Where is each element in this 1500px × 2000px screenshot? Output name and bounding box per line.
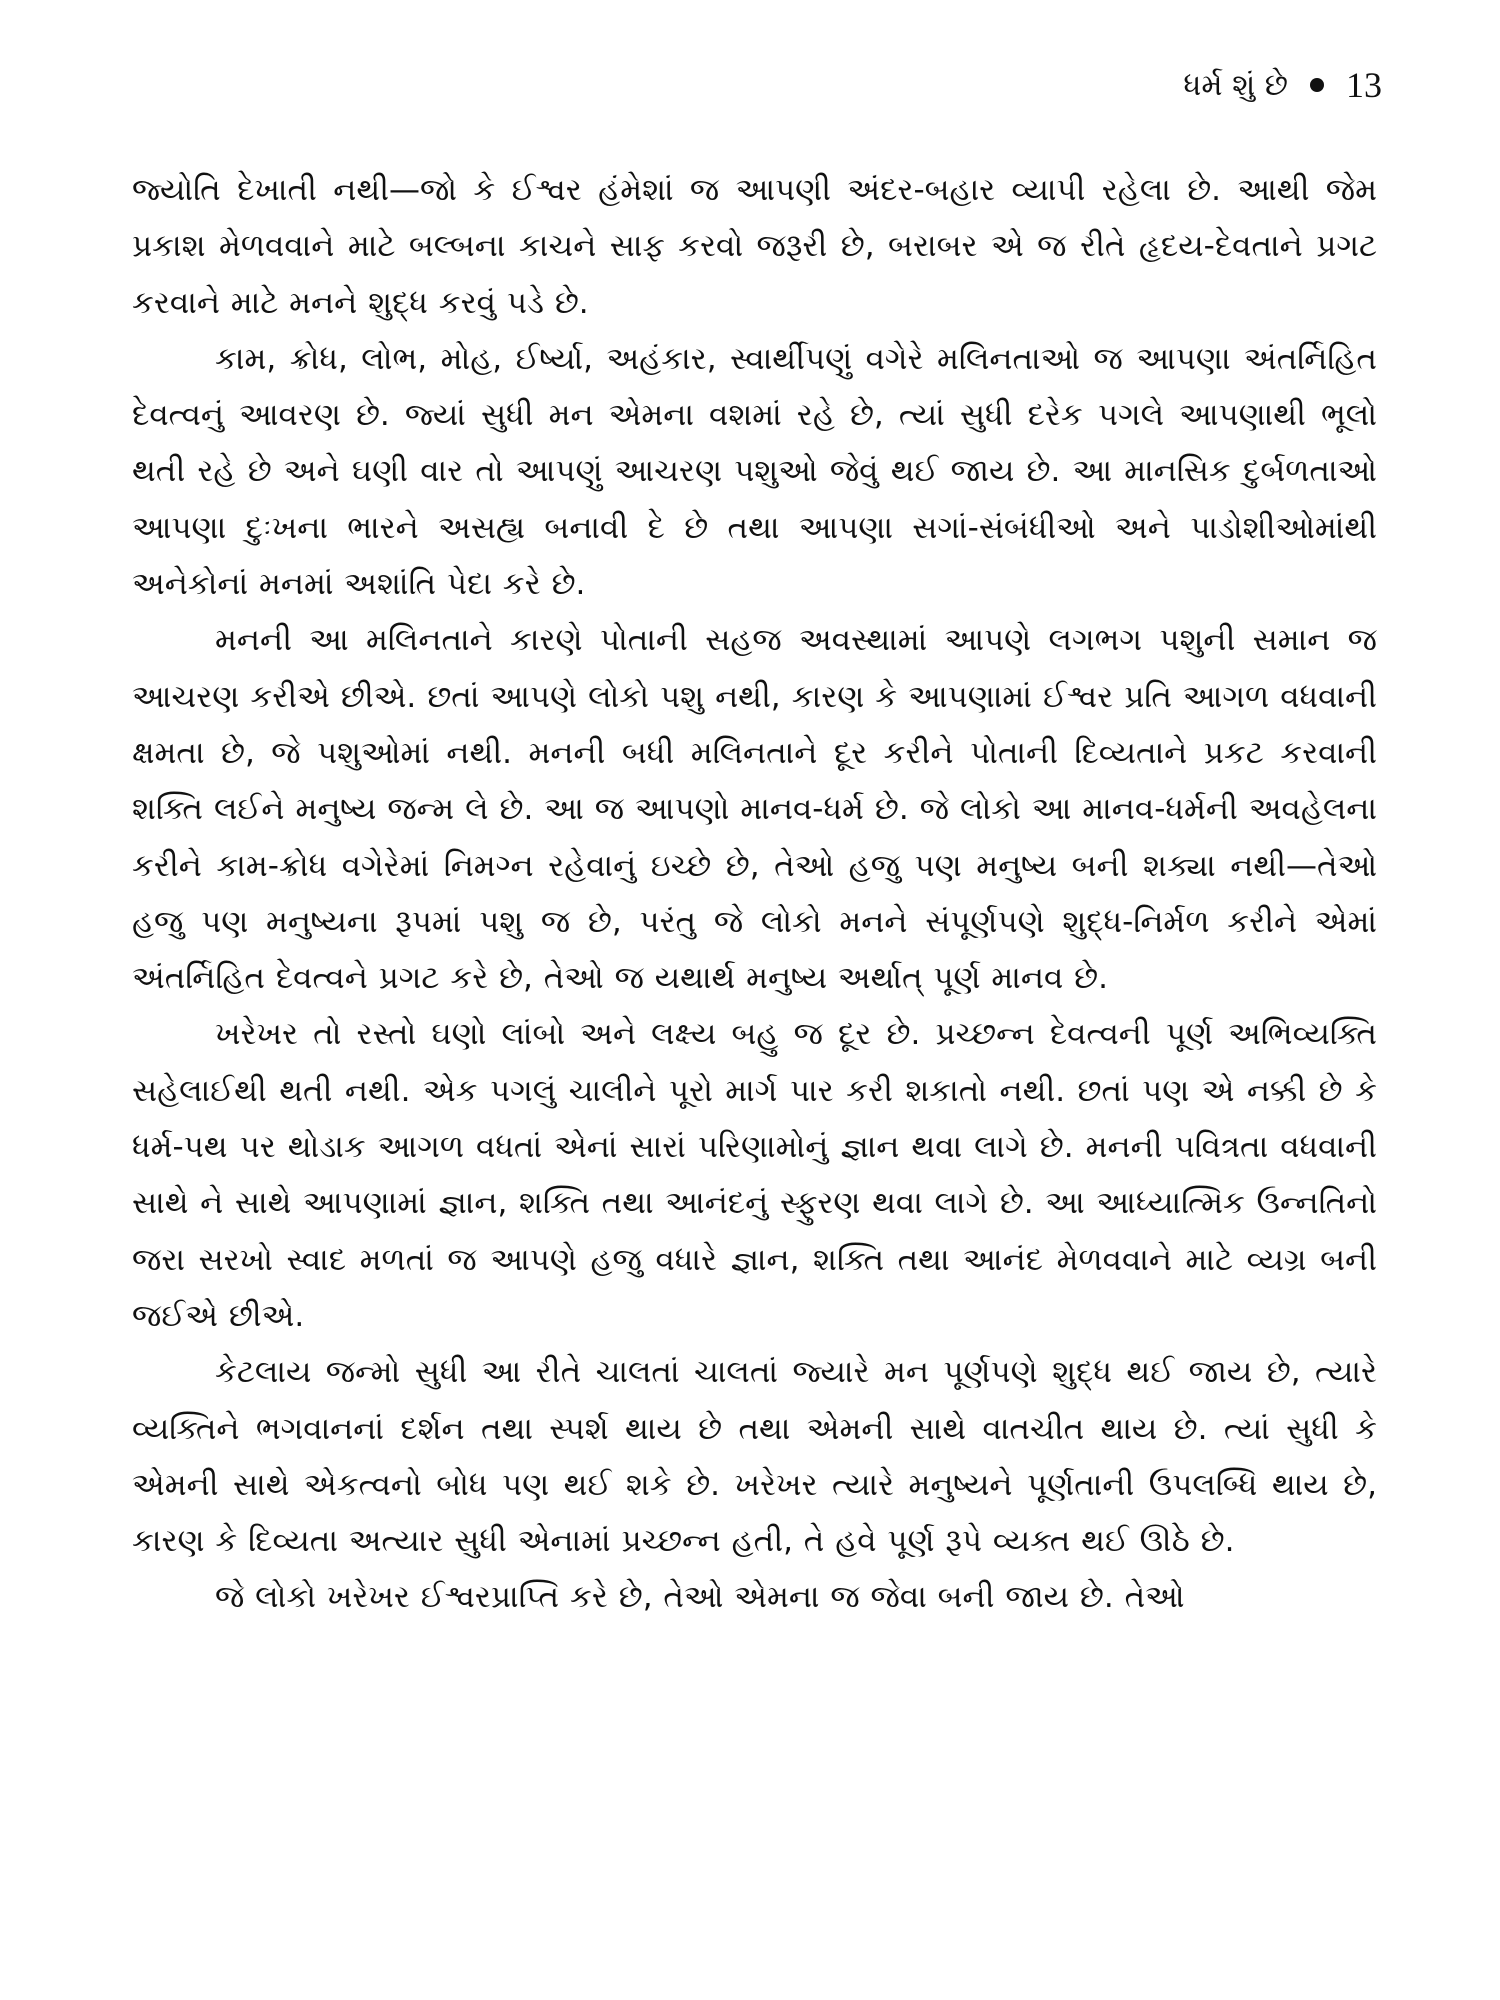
chapter-title: ધર્મ શું છે <box>1183 67 1288 103</box>
paragraph: ખરેખર તો રસ્તો ઘણો લાંબો અને લક્ષ્ય બહુ જ દૂર છે. પ્રચ્છન્ન દેવત્વની પૂર્ણ અભિવ્યક્તિ સહેલાઈથી થતી નથી. એક પગલું ચાલીને પૂરો માર્ગ પાર કરી શકાતો નથી. છતાં પણ એ નક્કી છે કે ધર્મ-પથ પર થોડાક આગળ વધતાં એનાં સારાં પરિણામોનું જ્ઞાન થવા લાગે છે. મનની પવિત્રતા વધવાની સાથે ને સાથે આપણામાં જ્ઞાન, શક્તિ તથા આનંદનું સ્ફુરણ થવા લાગે છે. આ આધ્યાત્મિક ઉન્નતિનો જરા સરખો સ્વાદ મળતાં જ આપણે હજુ વધારે જ્ઞાન, શક્તિ તથા આનંદ મેળવવાને માટે વ્યગ્ર બની જઈએ છીએ. <box>132 1016 1377 1334</box>
body-text <box>132 162 1377 1626</box>
paragraph: જ્યોતિ દેખાતી નથી—જો કે ઈશ્વર હંમેશાં જ આપણી અંદર-બહાર વ્યાપી રહેલા છે. આથી જેમ પ્રકાશ મેળવવાને માટે બલ્બના કાચને સાફ કરવો જરૂરી છે, બરાબર એ જ રીતે હૃદય-દેવતાને પ્રગટ કરવાને માટે મનને શુદ્ધ કરવું પડે છે. <box>132 172 1377 321</box>
paragraph: મનની આ મલિનતાને કારણે પોતાની સહજ અવસ્થામાં આપણે લગભગ પશુની સમાન જ આચરણ કરીએ છીએ. છતાં આપણે લોકો પશુ નથી, કારણ કે આપણામાં ઈશ્વર પ્રતિ આગળ વધવાની ક્ષમતા છે, જે પશુઓમાં નથી. મનની બધી મલિનતાને દૂર કરીને પોતાની દિવ્યતાને પ્રકટ કરવાની શક્તિ લઈને મનુષ્ય જન્મ લે છે. આ જ આપણો માનવ-ધર્મ છે. જે લોકો આ માનવ-ધર્મની અવહેલના કરીને કામ-ક્રોધ વગેરેમાં નિમગ્ન રહેવાનું ઇચ્છે છે, તેઓ હજુ પણ મનુષ્ય બની શક્યા નથી—તેઓ હજુ પણ મનુષ્યના રૂપમાં પશુ જ છે, પરંતુ જે લોકો મનને સંપૂર્ણપણે શુદ્ધ-નિર્મળ કરીને એમાં અંતર્નિહિત દેવત્વને પ્રગટ કરે છે, તેઓ જ યથાર્થ મનુષ્ય અર્થાત્ પૂર્ણ માનવ છે. <box>132 622 1377 997</box>
paragraph: કામ, ક્રોધ, લોભ, મોહ, ઈર્ષ્યા, અહંકાર, સ્વાર્થીપણું વગેરે મલિનતાઓ જ આપણા અંતર્નિહિત દેવત્વનું આવરણ છે. જ્યાં સુધી મન એમના વશમાં રહે છે, ત્યાં સુધી દરેક પગલે આપણાથી ભૂલો થતી રહે છે અને ઘણી વાર તો આપણું આચરણ પશુઓ જેવું થઈ જાય છે. આ માનસિક દુર્બળતાઓ આપણા દુઃખના ભારને અસહ્ય બનાવી દે છે તથા આપણા સગાં-સંબંધીઓ અને પાડોશીઓમાંથી અનેકોનાં મનમાં અશાંતિ પેદા કરે છે. <box>132 340 1377 603</box>
page-number: 13 <box>1346 65 1382 105</box>
paragraph: કેટલાય જન્મો સુધી આ રીતે ચાલતાં ચાલતાં જ્યારે મન પૂર્ણપણે શુદ્ધ થઈ જાય છે, ત્યારે વ્યક્તિને ભગવાનનાં દર્શન તથા સ્પર્શ થાય છે તથા એમની સાથે વાતચીત થાય છે. ત્યાં સુધી કે એમની સાથે એકત્વનો બોધ પણ થઈ શકે છે. ખરેખર ત્યારે મનુષ્યને પૂર્ણતાની ઉપલબ્ધિ થાય છે, કારણ કે દિવ્યતા અત્યાર સુધી એનામાં પ્રચ્છન્ન હતી, તે હવે પૂર્ણ રૂપે વ્યક્ત થઈ ઊઠે છે. <box>132 1354 1377 1560</box>
paragraph: જે લોકો ખરેખર ઈશ્વરપ્રાપ્તિ કરે છે, તેઓ એમના જ જેવા બની જાય છે. તેઓ <box>215 1579 1185 1616</box>
bullet-icon <box>1310 78 1324 92</box>
running-header <box>1183 64 1382 106</box>
